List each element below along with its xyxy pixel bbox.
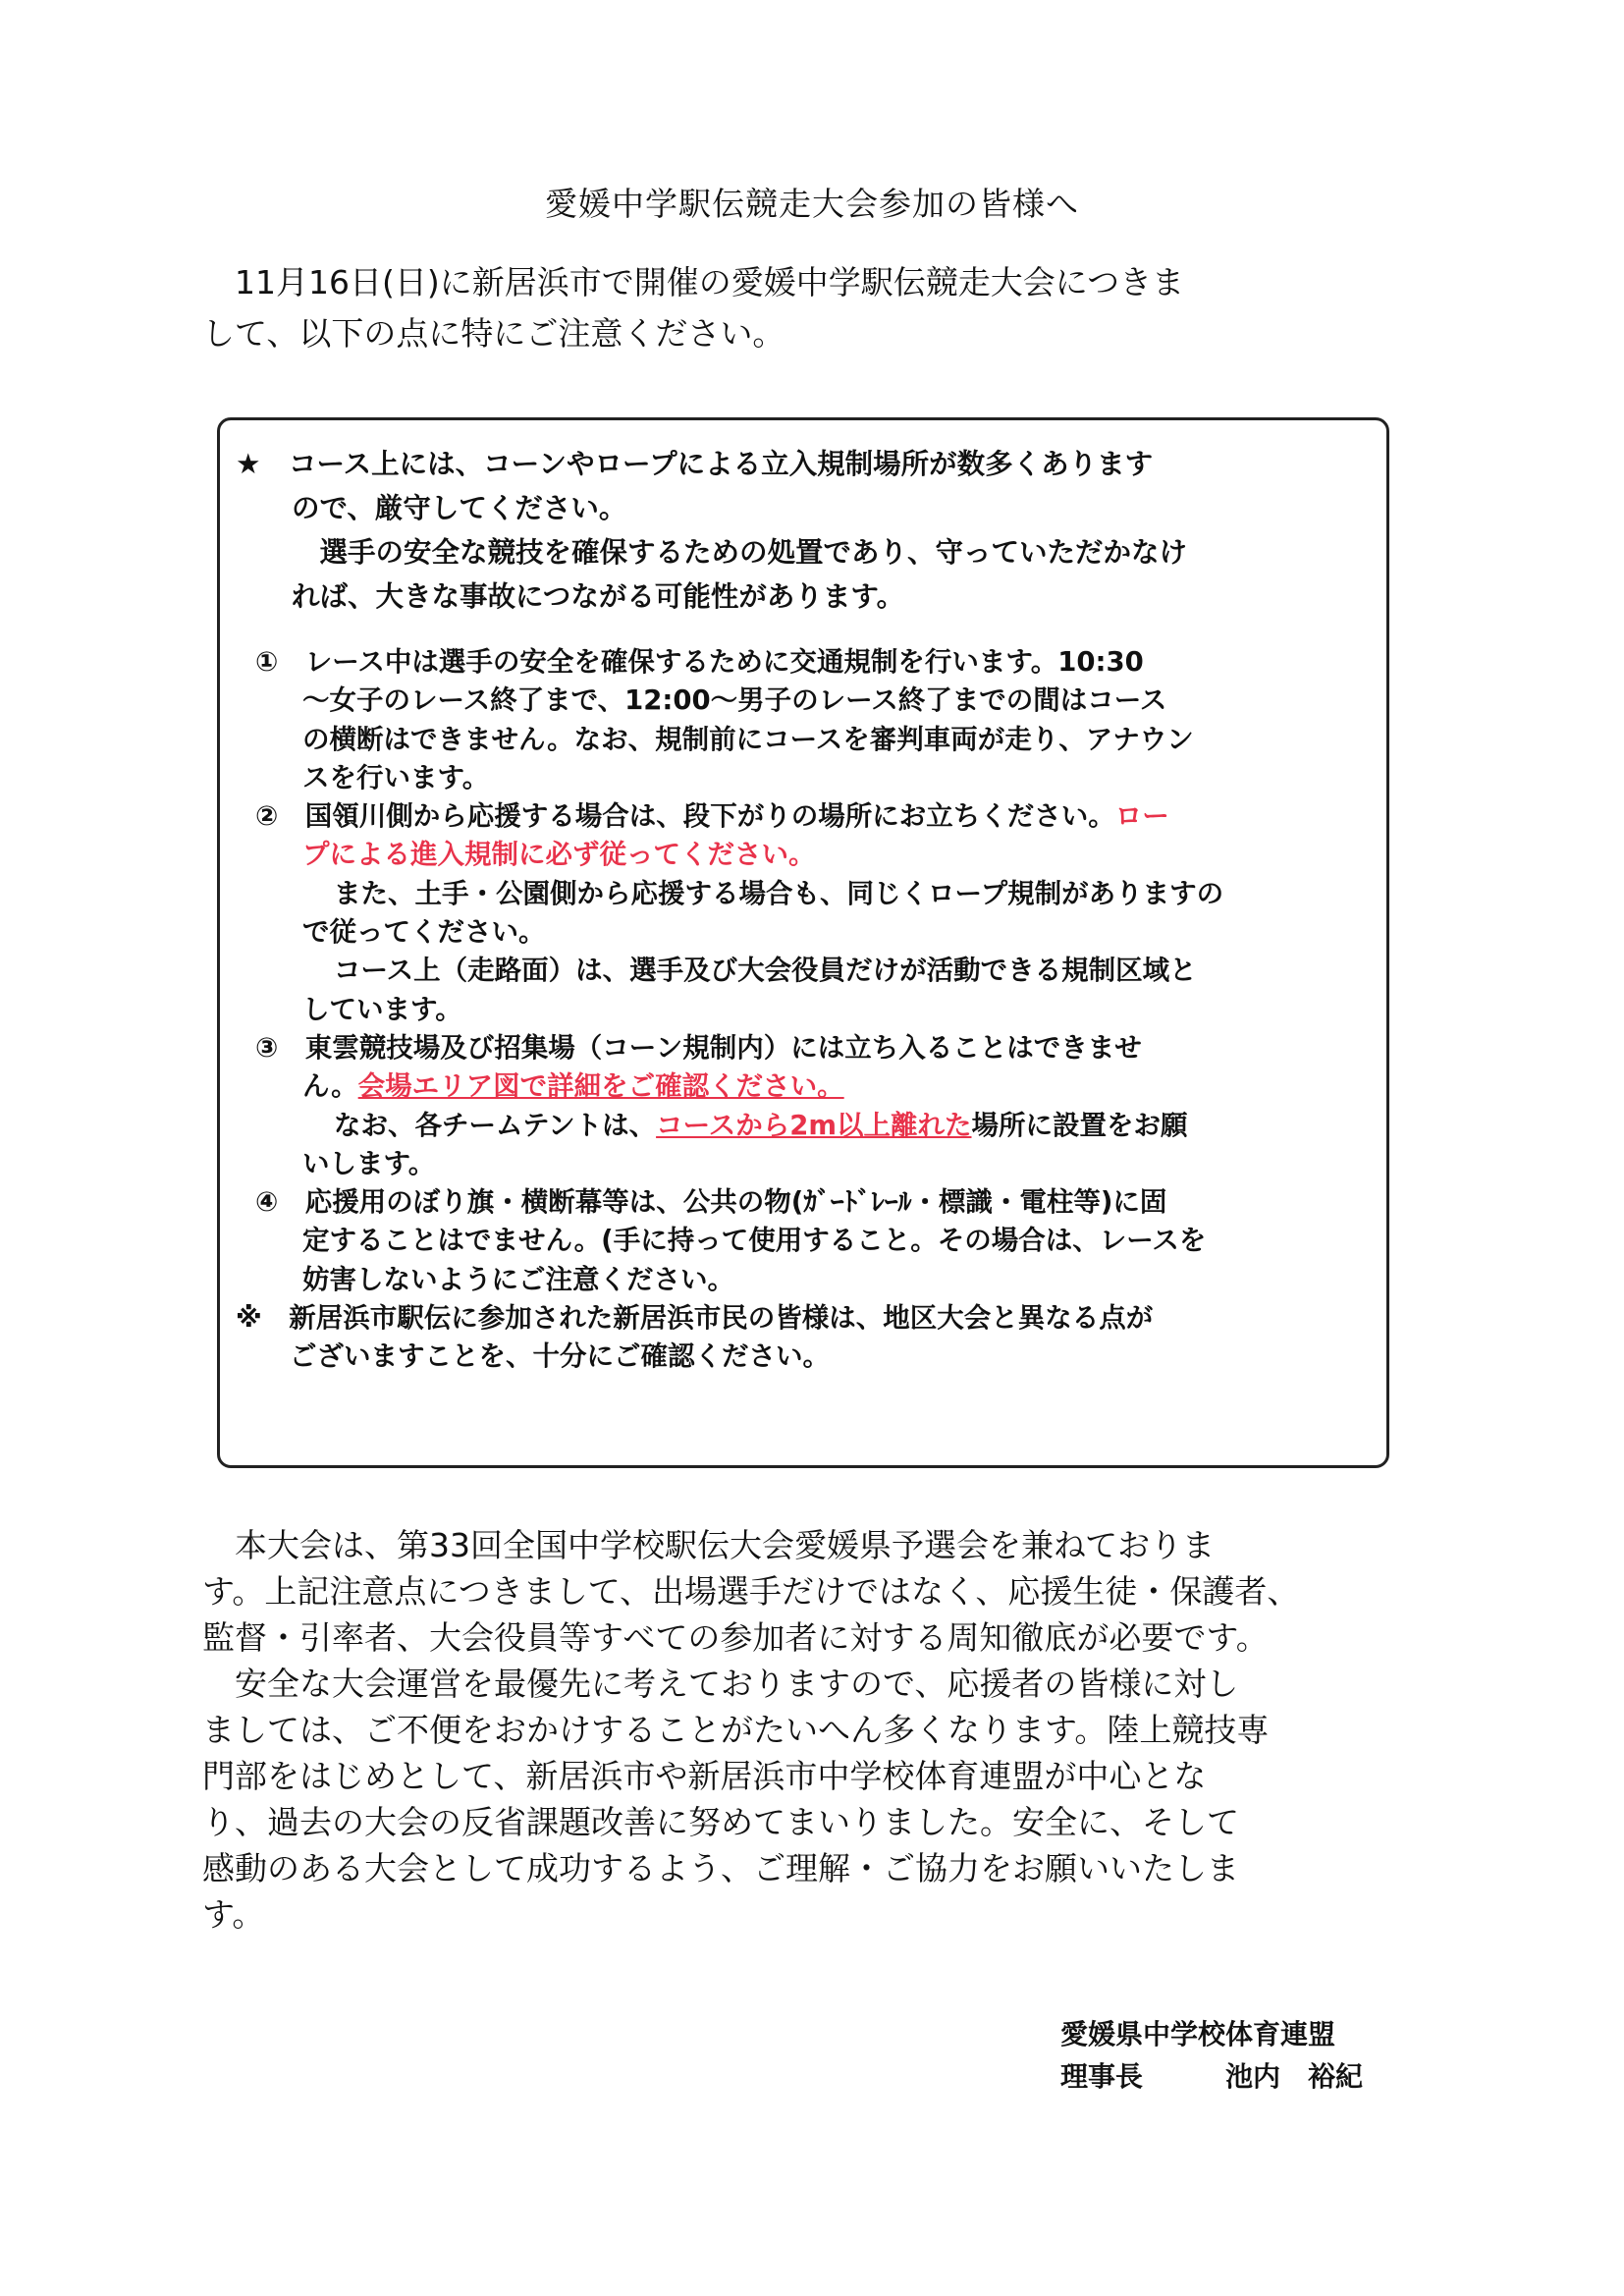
closing-paragraph [202, 1522, 1402, 1938]
notice-paragraph [236, 442, 1375, 619]
item3-text: 場所に設置をお願 [971, 1109, 1188, 1141]
closing-line: す。上記注意点につきまして、出場選手だけではなく、応援生徒・保護者、 [202, 1572, 1300, 1611]
closing-line: 門部をはじめとして、新居浜市や新居浜市中学校体育連盟が中心とな [202, 1757, 1207, 1795]
item2-line: コース上（走路面）は、選手及び大会役員だけが活動できる規制区域と [334, 955, 1197, 987]
item3-red-text: コースから2m以上離れた [656, 1109, 972, 1141]
item1-line: スを行います。 [302, 761, 490, 793]
item4-line: ④ 応援用のぼり旗・横断幕等は、公共の物(ｶﾞｰﾄﾞﾚｰﾙ・標識・電柱等)に固 [255, 1186, 1167, 1219]
closing-line: 感動のある大会として成功するよう、ご理解・ご協力をお願いいたしま [202, 1849, 1239, 1887]
closing-line: 本大会は、第33回全国中学校駅伝大会愛媛県予選会を兼ねておりま [202, 1526, 1216, 1564]
closing-line: り、過去の大会の反省課題改善に努めてまいりました。安全に、そして [202, 1803, 1239, 1841]
item2-line: また、土手・公園側から応援する場合も、同じくロープ規制がありますの [334, 877, 1224, 909]
item4-line: 妨害しないようにご注意ください。 [302, 1263, 734, 1295]
signature-name: 理事長 池内 裕紀 [1060, 2060, 1364, 2093]
item1-line: 〜女子のレース終了まで、12:00〜男子のレース終了までの間はコース [302, 684, 1167, 717]
item2-red-line: プによる進入規制に必ず従ってください。 [302, 839, 816, 871]
closing-line: す。 [202, 1895, 265, 1934]
intro-paragraph [202, 257, 1402, 359]
item2-line: しています。 [302, 993, 462, 1025]
item2-text: ② 国領川側から応援する場合は、段下がりの場所にお立ちください。 [255, 800, 1115, 833]
signature-org: 愛媛県中学校体育連盟 [1060, 2018, 1336, 2050]
notice-line: 選手の安全な競技を確保するための処置であり、守っていただかなけ [236, 536, 1188, 569]
item4-line: 定することはでません。(手に持って使用すること。その場合は、レースを [302, 1225, 1207, 1257]
note-line: ※ 新居浜市駅伝に参加された新居浜市民の皆様は、地区大会と異なる点が [236, 1302, 1154, 1335]
item2-red-text: ロー [1114, 800, 1169, 833]
item3-red-text: 会場エリア図で詳細をご確認ください。 [357, 1070, 844, 1103]
notice-line: れば、大きな事故につながる可能性があります。 [236, 580, 905, 613]
closing-line: 安全な大会運営を最優先に考えておりますので、応援者の皆様に対し [202, 1665, 1239, 1703]
item2-line: で従ってください。 [302, 916, 546, 949]
item3-text: ん。 [302, 1070, 358, 1103]
intro-line: して、以下の点に特にご注意ください。 [202, 314, 785, 353]
notice-items [236, 643, 1375, 1377]
item3-line [255, 1067, 1375, 1106]
document-title: 愛媛中学駅伝競走大会参加の皆様へ [545, 185, 1079, 223]
closing-line: ましては、ご不便をおかけすることがたいへん多くなります。陸上競技専 [202, 1711, 1270, 1749]
item3-line: いします。 [302, 1147, 436, 1179]
item2-line [255, 797, 1375, 836]
note-line: ございますことを、十分にご確認ください。 [236, 1340, 830, 1373]
notice-line: ので、厳守してください。 [236, 492, 627, 524]
item3-line [255, 1107, 1375, 1145]
closing-line: 監督・引率者、大会役員等すべての参加者に対する周知徹底が必要です。 [202, 1618, 1269, 1657]
item1-line: の横断はできません。なお、規制前にコースを審判車両が走り、アナウン [302, 723, 1194, 755]
item1-line: ① レース中は選手の安全を確保するために交通規制を行います。10:30 [255, 646, 1144, 678]
item3-text: なお、各チームテントは、 [334, 1109, 657, 1141]
item3-line: ③ 東雲競技場及び招集場（コーン規制内）には立ち入ることはできませ [255, 1031, 1142, 1064]
intro-line: 11月16日(日)に新居浜市で開催の愛媛中学駅伝競走大会につきま [202, 263, 1185, 301]
notice-line: ★ コース上には、コーンやロープによる立入規制場所が数多くあります [236, 448, 1154, 480]
